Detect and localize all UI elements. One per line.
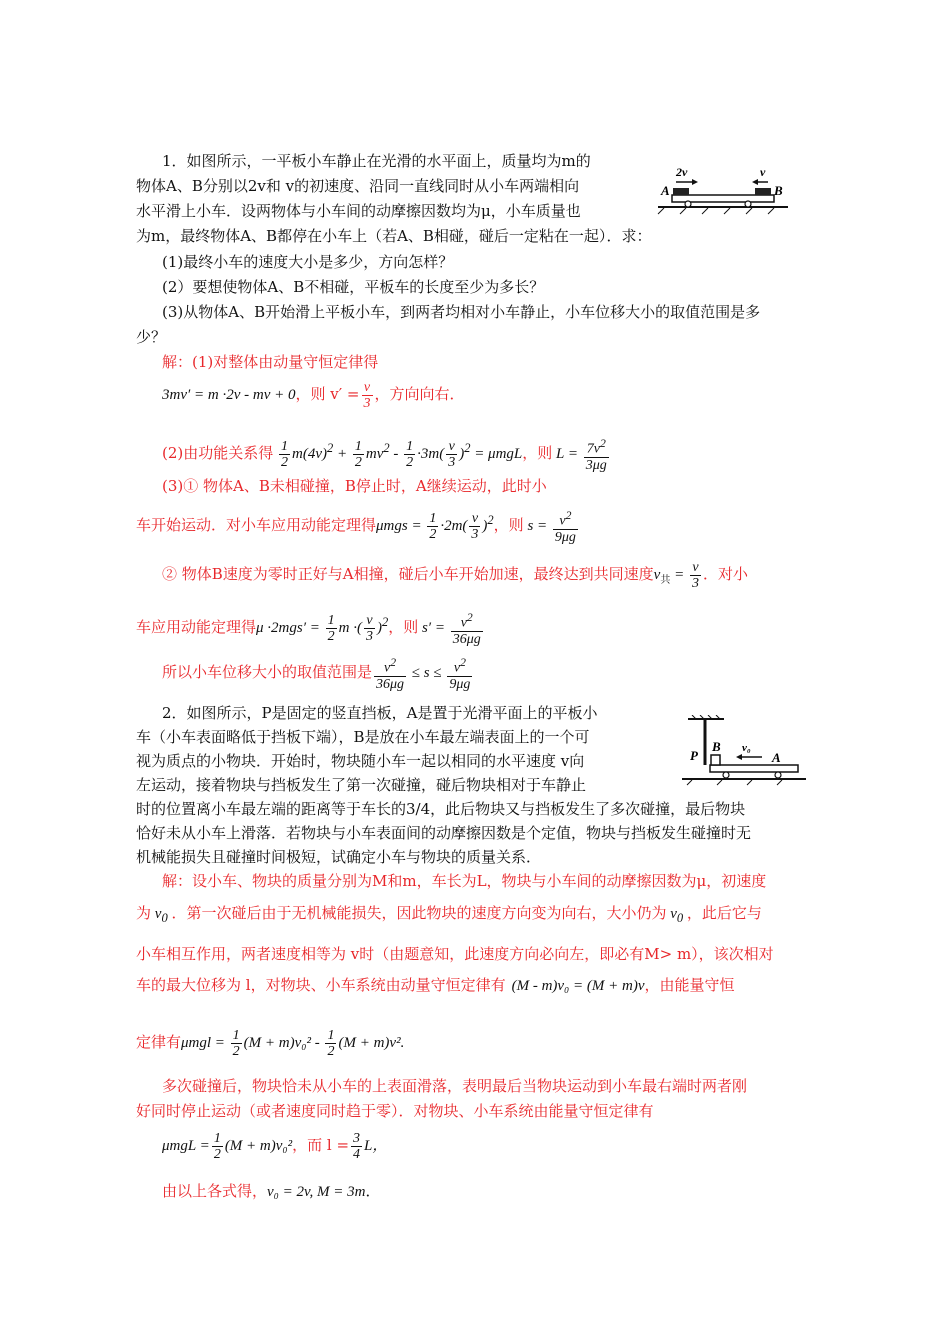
p2-fig-label-p: P: [690, 748, 698, 763]
p1-eq-energy: (2)由功能关系得 $\frac{1}{2}$ $m(4v)^2$ + $\frac{1}{2}$ $mv^2$ - $\frac{1}{2}$ ·3m( $\frac{v}{3}$ )$^2$ = μmgL，则 L = $\frac{7v^2}{3\mu g}$: [162, 437, 607, 473]
p1-solution-step3a: (3)① 物体A、B未相碰撞，B停止时，A继续运动，此时小: [162, 477, 547, 495]
p1-eq-energy-then: ，则: [522, 444, 553, 462]
p2-fig-label-a: A: [772, 750, 781, 765]
p1-eq-direction: ，方向向右．: [374, 385, 465, 403]
p2-solution-line3: 小车相互作用，两者速度相等为 v时（由题意知，此速度方向必向左，即必有M> m），该次相对: [136, 945, 774, 963]
p2-stem-line7: 机械能损失且碰撞时间极短，试确定小车与物块的质量关系．: [136, 848, 542, 866]
p1-question3-line1: (3)从物体A、B开始滑上平板小车，到两者均相对小车静止，小车位移大小的取值范围是多: [162, 303, 761, 321]
p2-stem-line2: 车（小车表面略低于挡板下端），B是放在小车最左端表面上的一个可: [136, 728, 590, 746]
p2-solution-line9: 由以上各式得，v₀ = 2v, M = 3m．: [162, 1182, 381, 1200]
p1-stem-line1: 1．如图所示，一平板小车静止在光滑的水平面上，质量均为m的: [162, 152, 591, 170]
p1-eq-kinetic-1-lead: 车开始运动．对小车应用动能定理得: [136, 516, 377, 534]
p2-solution-line8: μmgL = $\frac{1}{2}$ (M + m)v₀²，而 l = $\frac{3}{4}$ L，: [162, 1131, 388, 1163]
p1-fig-label-2v: 2v: [676, 165, 688, 179]
p1-fig-label-v: v: [760, 165, 766, 179]
p1-eq-kinetic-1: 车开始运动．对小车应用动能定理得μmgs = $\frac{1}{2}$ ·2m( $\frac{v}{3}$ )$^2$，则 s = $\frac{v^2}{9\mu g}$: [136, 509, 576, 545]
p2-solution-line2: 为 $v_0$ ．第一次碰后由于无机械能损失，因此物块的速度方向变为向右，大小仍为 $v_0$ ，此后它与: [136, 904, 762, 925]
p1-eq-kinetic-2-lead: 车应用动能定理得: [136, 618, 257, 636]
p2-stem-line5: 时的位置离小车最左端的距离等于车长的3/4，此后物块又与挡板发生了多次碰撞，最后物块: [136, 800, 746, 818]
p1-range-result-lead: 所以小车位移大小的取值范围是: [162, 663, 373, 681]
p1-question1: (1)最终小车的速度大小是多少，方向怎样？: [162, 253, 454, 271]
p2-solution-line7: 好同时停止运动（或者速度同时趋于零）．对物块、小车系统由能量守恒定律有: [136, 1102, 654, 1120]
p2-stem-line3: 视为质点的小物块．开始时，物块随小车一起以相同的水平速度 v向: [136, 752, 585, 770]
p1-eq-v-over-3: $\frac{v}{3}$: [363, 379, 371, 411]
p1-fig-label-a: A: [661, 183, 670, 198]
p1-question3-line2: 少？: [136, 328, 167, 346]
p1-stem-line4: 为m，最终物体A、B都停在小车上（若A、B相碰，碰后一定粘在一起）．求：: [136, 227, 652, 245]
p1-eq-kinetic-1-then: ，则: [493, 516, 524, 534]
p1-eq-momentum-text: 3mv′ = m ·2v - mv + 0: [162, 387, 296, 403]
p2-solution-line4: 车的最大位移为 l，对物块、小车系统由动量守恒定律有 (M - m)v₀ = (M + m)v，由能量守恒: [136, 976, 735, 994]
p1-eq-energy-lead: (2)由功能关系得: [162, 444, 274, 462]
p1-stem-line2: 物体A、B分别以2v和 v的初速度、沿同一直线同时从小车两端相向: [136, 177, 580, 195]
p2-solution-line6: 多次碰撞后，物块恰未从小车的上表面滑落，表明最后当物块运动到小车最右端时两者刚: [162, 1077, 748, 1095]
p1-range-result: 所以小车位移大小的取值范围是 $\frac{v^2}{36\mu g}$ ≤ s ≤ $\frac{v^2}{9\mu g}$: [162, 656, 471, 692]
p2-stem-line1: 2．如图所示，P是固定的竖直挡板，A是置于光滑平面上的平板小: [162, 704, 598, 722]
p1-solution-step4a-tail: ．对小: [702, 565, 748, 583]
p2-stem-line6: 恰好未从小车上滑落．若物块与小车表面间的动摩擦因数是个定值，物块与挡板发生碰撞时无: [136, 824, 752, 842]
p2-fig-label-b: B: [712, 739, 721, 754]
p2-solution-line1: 解：设小车、物块的质量分别为M和m，车长为L，物块与小车间的动摩擦因数为μ，初速度: [162, 872, 767, 890]
p2-solution-line5: 定律有μmgl = $\frac{1}{2}$ (M + m)v₀² - $\frac{1}{2}$ (M + m)v².: [136, 1028, 405, 1060]
p1-figure-cart-diagram: [656, 158, 790, 216]
p1-fig-label-b: B: [774, 183, 783, 198]
p1-question2: (2）要想使物体A、B不相碰，平板车的长度至少为多长？: [162, 278, 545, 296]
p1-stem-line3: 水平滑上小车．设两物体与小车间的动摩擦因数均为μ，小车质量也: [136, 202, 581, 220]
p1-eq-kinetic-2-then: ，则: [388, 618, 419, 636]
p1-eq-kinetic-2: 车应用动能定理得μ ·2mgs′ = $\frac{1}{2}$ m ·( $\frac{v}{3}$ )$^2$，则 s′ = $\frac{v^2}{36\mu g}$: [136, 611, 481, 647]
p2-stem-line4: 左运动，接着物块与挡板发生了第一次碰撞，碰后物块相对于车静止: [136, 776, 587, 794]
p2-fig-label-v0: v₀: [742, 742, 751, 754]
p1-solution-step4a: ② 物体B速度为零时正好与A相撞，碰后小车开始加速，最终达到共同速度$v_共$ = $\frac{v}{3}$ ．对小: [162, 560, 748, 592]
p1-eq-momentum-then: ，则 v′ =: [295, 385, 360, 403]
p1-eq-momentum: [162, 376, 465, 413]
p2-figure-wall-cart-diagram: [682, 715, 806, 787]
p1-solution-step4a-text: ② 物体B速度为零时正好与A相撞，碰后小车开始加速，最终达到共同速度: [162, 565, 654, 583]
p1-solution-step1: 解：(1)对整体由动量守恒定律得: [162, 353, 379, 371]
